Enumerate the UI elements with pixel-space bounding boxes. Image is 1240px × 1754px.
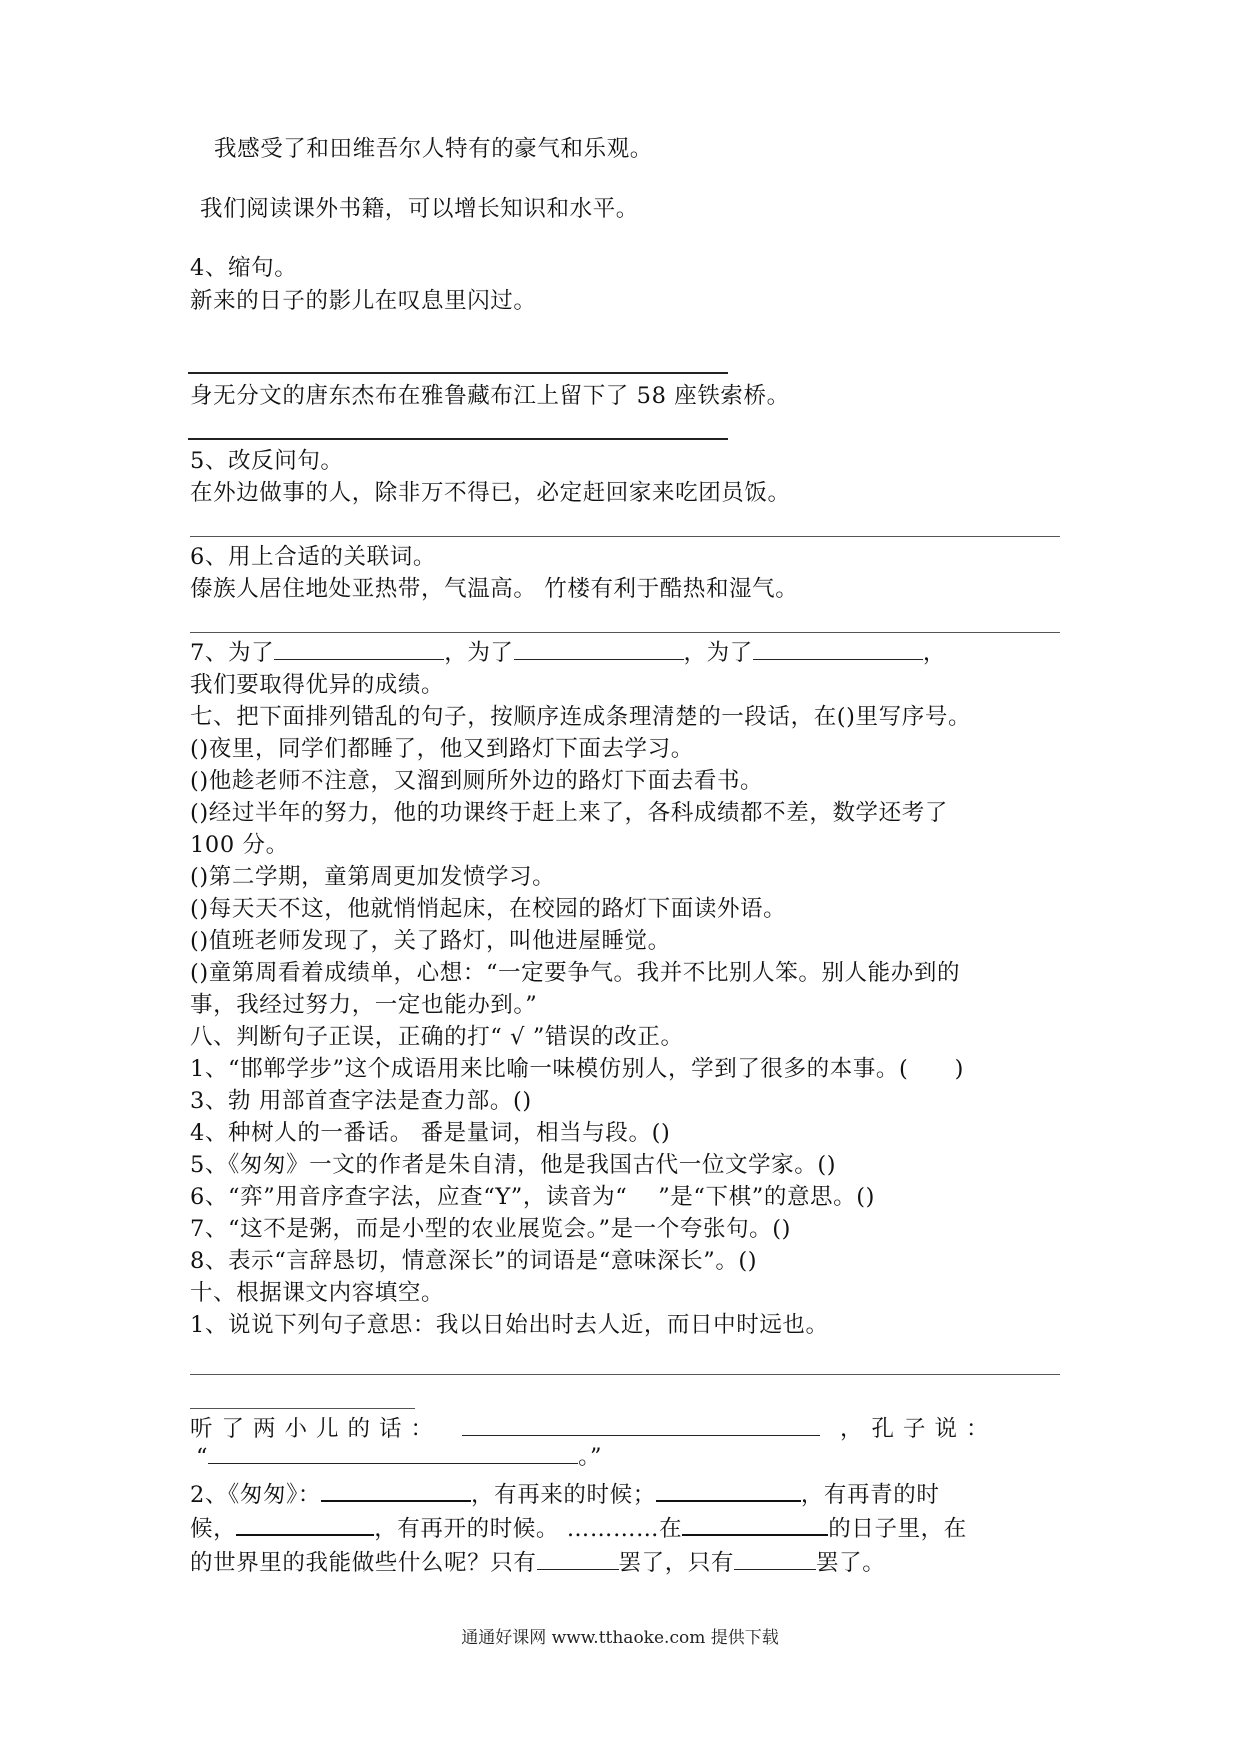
fill-text: ，有再来的时候；: [471, 1482, 656, 1508]
sentence-2: 我们阅读课外书籍，可以增长知识和水平。: [200, 196, 639, 222]
q7-text: ，为了: [444, 640, 514, 666]
fill-text: 候，: [190, 1516, 237, 1542]
footer-watermark: 通通好课网 www.tthaoke.com 提供下载: [461, 1628, 779, 1648]
order-item: ()童第周看着成绩单，心想：“一定要争气。我并不比别人笨。别人能办到的: [190, 960, 961, 986]
q5-sentence: 在外边做事的人，除非万不得已，必定赶回家来吃团员饭。: [190, 480, 791, 506]
fill-line: [190, 1414, 998, 1444]
judge-item: 4、种树人的一番话。 番是量词，相当与段。(): [190, 1120, 671, 1146]
order-item: ()第二学期，童第周更加发愤学习。: [190, 864, 556, 890]
answer-line[interactable]: [190, 1408, 415, 1409]
judge-item: 8、表示“言辞恳切，情意深长”的词语是“意味深长”。(): [190, 1248, 758, 1274]
judge-item: 5、《匆匆》一文的作者是朱自清，他是我国古代一位文学家。(): [190, 1152, 837, 1178]
order-item: ()夜里，同学们都睡了，他又到路灯下面去学习。: [190, 736, 694, 762]
fill-text: 2、《匆匆》：: [190, 1482, 322, 1508]
blank[interactable]: [734, 1549, 816, 1570]
order-item: ()经过半年的努力，他的功课终于赶上来了，各科成绩都不差，数学还考了: [190, 800, 948, 826]
fill-text: 的日子里，在: [828, 1516, 967, 1542]
fill-text: ，孔子说：: [840, 1416, 998, 1442]
answer-rule[interactable]: [188, 438, 728, 440]
blank[interactable]: [236, 1514, 374, 1536]
fill-text: ，有再开的时候。 …………在: [374, 1516, 683, 1542]
close-quote: 。”: [578, 1444, 603, 1470]
q6-sentence: 傣族人居住地处亚热带，气温高。 竹楼有利于酷热和湿气。: [190, 576, 799, 602]
fill-item: 1、说说下列句子意思：我以日始出时去人近，而日中时远也。: [190, 1312, 829, 1338]
fill-line: [196, 1442, 602, 1472]
q7-sentence: 我们要取得优异的成绩。: [190, 672, 445, 698]
fill-text: 罢了，只有: [618, 1550, 735, 1576]
q7-text: ，: [922, 640, 946, 666]
fill-line: [190, 1548, 885, 1578]
q4-sentence-1: 新来的日子的影儿在叹息里闪过。: [190, 288, 537, 314]
order-item-continued: 事，我经过努力，一定也能办到。”: [190, 992, 538, 1018]
order-item: ()他趁老师不注意，又溜到厕所外边的路灯下面去看书。: [190, 768, 764, 794]
fill-text: 的世界里的我能做些什么呢？只有: [190, 1550, 537, 1576]
fill-text: 听了两小儿的话：: [190, 1416, 443, 1442]
open-quote: “: [196, 1444, 209, 1470]
blank[interactable]: [537, 1549, 619, 1570]
q5-heading: 5、改反问句。: [190, 448, 344, 474]
q4-heading: 4、缩句。: [190, 255, 298, 281]
order-item: ()每天天不这，他就悄悄起床，在校园的路灯下面读外语。: [190, 896, 787, 922]
sentence-1: 我感受了和田维吾尔人特有的豪气和乐观。: [214, 136, 653, 162]
order-item: ()值班老师发现了，关了路灯，叫他进屋睡觉。: [190, 928, 671, 954]
judge-item: 1、“邯郸学步”这个成语用来比喻一味模仿别人，学到了很多的本事。( ): [190, 1056, 964, 1082]
blank[interactable]: [462, 1415, 820, 1436]
q7-text: ，为了: [683, 640, 753, 666]
order-item-continued: 100 分。: [190, 832, 289, 858]
section-8-heading: 八、判断句子正误，正确的打“ √ ”错误的改正。: [190, 1024, 684, 1050]
q7-text: 7、为了: [190, 640, 275, 666]
blank[interactable]: [682, 1514, 828, 1536]
q4-sentence-2: 身无分文的唐东杰布在雅鲁藏布江上留下了 58 座铁索桥。: [190, 383, 790, 409]
fill-line: [190, 1514, 967, 1544]
judge-item: 3、勃 用部首查字法是查力部。(): [190, 1088, 532, 1114]
blank[interactable]: [753, 639, 923, 660]
section-7-heading: 七、把下面排列错乱的句子，按顺序连成条理清楚的一段话，在()里写序号。: [190, 704, 972, 730]
answer-line[interactable]: [190, 536, 1060, 537]
blank[interactable]: [656, 1480, 801, 1502]
blank[interactable]: [514, 639, 684, 660]
q6-heading: 6、用上合适的关联词。: [190, 544, 436, 570]
answer-line[interactable]: [190, 632, 1060, 633]
judge-item: 7、“这不是粥，而是小型的农业展览会。”是一个夸张句。(): [190, 1216, 792, 1242]
fill-text: ，有再青的时: [800, 1482, 940, 1508]
section-10-heading: 十、根据课文内容填空。: [190, 1280, 445, 1306]
blank[interactable]: [208, 1443, 578, 1464]
blank[interactable]: [274, 639, 444, 660]
q7-line: [190, 638, 946, 668]
judge-item: 6、“弈”用音序查字法，应查“Y”，读音为“ ”是“下棋”的意思。(): [190, 1184, 875, 1210]
blank[interactable]: [321, 1480, 471, 1502]
fill-text: 罢了。: [816, 1550, 886, 1576]
answer-line[interactable]: [190, 1374, 1060, 1375]
fill-line: [190, 1480, 939, 1510]
answer-rule[interactable]: [188, 372, 728, 374]
